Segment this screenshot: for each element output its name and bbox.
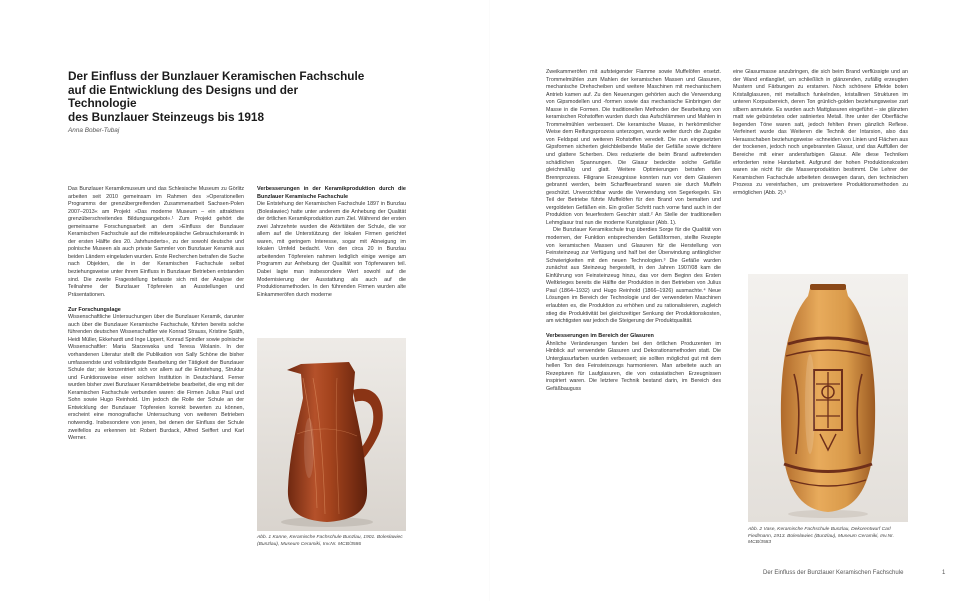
running-footer-title: Der Einfluss der Bunzlauer Keramischen Fachschule: [763, 570, 904, 576]
text-column-3: [546, 69, 721, 394]
figure-1-caption: Abb. 1 Kanne, Keramische Fachschule Bunzlau, 1901. Bolesławiec (Bunzlau), Museum Ceramiki, Inv.Nr. MCB/3586: [257, 535, 403, 547]
figure-jug-image: [257, 338, 406, 531]
glaze-techniques-paragraph: eine Glasurmasse anzubringen, die sich beim Brand verflüssigte und an der Wand entlanglief, um schließlich in glänzenden, zufällig erzeugten Mustern und Färbungen zu erstarren. Noch schönere Effekte boten Kristallglasuren, mit metallisch funkelnden, kristallinen Strukturen im unteren Korpusbereich, deren Ton grünlich-golden beziehungsweise zart silbern anmutete. Es wurden auch Mattglasuren eingeführt – sie glänzten matt wie gebürstetes oder satiniertes Metall. Ihre unter der Oberfläche liegenden Töne waren satt, jedoch fehlten ihnen gänzlich Reflexe. Verfeinert wurde das Weiteren die Technik der Intarsion, also das Herausschaben beziehungsweise -schneiden von Linien und Flächen aus der trockenen, jedoch noch ungebrannten Glasur, und das Auffüllen der Bereiche mit einer andersfarbigen Glasur. Alle diese Techniken erforderten reine Handarbeit. Aufgrund der hohen Produktionskosten waren sie nicht für die Massenproduktion bestimmt. Die Lehrer der Keramischen Fachschule arbeiteten deswegen daran, den technischen Prozess zu vereinfachen, um preiswertere Produktionsmethoden zu ermöglichen (Abb. 2).⁵: [733, 69, 908, 196]
text-column-2: [257, 186, 406, 299]
page-number: 1: [942, 570, 946, 576]
text-column-4: [733, 69, 908, 197]
production-paragraph: Zweikammeröfen mit aufsteigender Flamme sowie Muffelöfen ersetzt. Trommelmühlen zum Mahlen der keramischen Massen und Glasuren, mechanische Drehscheiben und weitere Maschinen mit mechanischem Antrieb kamen auf. Zu den Neuerungen gehörten auch die Verwendung von Gipsmodellen und -formen sowie das mechanische Einbringen der Masse in die Formen. Die traditionellen Methoden der Bearbeitung von keramischen Rohstoffen wurden durch das Aufschlämmen und Mahlen in Trommelmühlen verbessert. Die keramische Masse, in herkömmlicher Weise dem Reifungsprozess unterzogen, wurde weiter durch die Zugabe von Feldspat und weiteren Rohstoffen veredelt. Die nun eingesetzten Gipsformen sicherten gleichbleibende Maße der Gefäße sowie dichtere und glattere Scherben. Dies reduzierte die beim Brand auftretenden schädlichen Spannungen. Die Glasur bedeckte solche Gefäße gleichmäßig und glatt. Weitere Optimierungen betrafen den Brennprozess. Filigrane Erzeugnisse konnten nun vor dem Glasieren gebrannt werden, beim Scharffeuerbrand waren sie durch Muffeln geschützt. Unverzichtbar wurde die Verwendung von Segerkegeln. Ein Teil der Betriebe führte Muffelöfen für den Brand von bemalten und vergoldeten Gefäßen ein. Ein großer Schritt nach vorne fand auch in der Produktion von feuerfestem Geschirr statt.² An Stelle der traditionellen Lehmglasur trat nun die moderne Kunstglasur (Abb. 1).: [546, 69, 721, 226]
school-paragraph: Die Bunzlauer Keramikschule trug überdies Sorge für die Qualität von modernen, der Funktion entsprechenden Gefäßformen, stellte Rezepte von keramischen Massen und Glasuren für die Herstellung von Feinsteinzeug zur Verfügung und half bei der Überwindung anfänglicher Schwierigkeiten mit den neuen Technologien.³ Die Gefäße wurden zunächst aus Steinzeug hergestellt, in den Jahren 1907/08 kam die Einführung von Feinsteinzeug hinzu, das vor dem Beginn des Ersten Weltkrieges bereits die Hälfte der Produktion in den Betrieben von Julius Paul (1864–1932) und Hugo Reinhold (1866–1926) ausmachte.⁴ Neue Lösungen im Bereich der Technologie und der verwendeten Maschinen erlaubten es, die Produktion zu erhöhen und zu rationalisieren, zugleich stieg die Produktivität bei gleichzeitiger Senkung der Produktionskosten, am wichtigsten war jedoch die Steigerung der Produktqualität.: [546, 227, 721, 325]
verbesserungen-paragraph: Die Entstehung der Keramischen Fachschule 1897 in Bunzlau (Bolesławiec) hatte unter anderem die Anhebung der Qualität der örtlichen Keramikproduktion zum Ziel. Während der ersten zwei Jahrzehnte wurden die Aktivitäten der Schule, die vor allem auf die Unterstützung der lokalen Firmen gerichtet waren, mit geringem Interesse, sogar mit Abneigung im lokalen Umfeld bedacht. Von den circa 20 in Bunzlau arbeitenden Töpfereien nahmen lediglich einige wenige am Programm zur Anhebung der Qualität von Töpferwaren teil. Dabei lagte man insbesondere Wert sowohl auf die Modernisierung der Ausstattung als auch auf die Produktionsmethoden. In den führenden Firmen wurden alte Einkammeröfen durch moderne: [257, 201, 406, 298]
title-line-1: Der Einfluss der Bunzlauer Keramischen Fachschule: [68, 69, 365, 83]
forschungslage-paragraph: Wissenschaftliche Untersuchungen über die Bunzlauer Keramik, darunter auch über die Bunzlauer Keramische Fachschule, führten bereits solche führenden deutschen Wissenschaftler wie Konrad Strauss, Kristine Späth, Heidi Müller, Ekkehardt und Inge Lippert, Konrad Spindler sowie polnische Wissenschaftler: Maria Starzewska und Teresa Wolanin. In der vorhandenen Literatur stellt die Publikation von Sally Schöne die bisher umfassendste und vollständigste Bearbeitung der Tätigkeit der Bunzlauer Schule dar; sie konzentriert sich vor allem auf die Entstehung, Struktur und Funktionsweise einer solchen Institution in Deutschland. Ferner wurden bisher zwei Bunzlauer Keramikbetriebe bearbeitet, die eng mit der Keramischen Fachschule verbunden waren: die Firmen Julius Paul und Sohn sowie Hugo Reinhold. Um jedoch die Rolle der Schule an der Entwicklung der Bunzlauer Töpfereien korrekt bewerten zu können, erscheint eine monografische Untersuchung von weiteren Betrieben notwendig. Insbesondere von jenen, bei denen der Einfluss der Schule zweifellos zu erkennen ist: Robert Burdack, Alfred Seiffert und Karl Werner.: [68, 314, 244, 442]
title-line-2: auf die Entwicklung des Designs und der Technologie: [68, 82, 299, 111]
page-gutter-shadow: [489, 0, 490, 601]
intro-paragraph: Das Bunzlauer Keramikmuseum und das Schlesische Museum zu Görlitz arbeiten seit 2010 gemeinsam im Rahmen des »Operationellen Programms der grenzübergreifenden Zusammenarbeit Sachsen-Polen 2007–2013« am Projekt »Das moderne Museum – ein attraktives grenzüberschreitendes Bildungsangebot«.¹ Zum Projekt gehört die gemeinsame Forschungsarbeit an dem »Einfluss der Bunzlauer Keramischen Fachschule auf die mitteleuropäische Gebrauchskeramik in der ersten Hälfte des 20. Jahrhunderts«, zu der sowohl deutsche und polnische Museen als auch private Sammler von Bunzlauer Keramik aus beiden Ländern eingeladen wurden. Erste Recherchen betrafen die Suche nach Objekten, die in der Keramischen Fachschule selbst beziehungsweise unter ihrem Einfluss in Bunzlauer Betrieben entstanden sind. Die zweite Fragestellung befasste sich mit der Analyse der Teilnahme der Bunzlauer Töpfereien an Ausstellungen und Präsentationen.: [68, 186, 244, 298]
section-heading-verbesserungen: Verbesserungen in der Keramikproduktion durch die Bunzlauer Keramische Fachschule: [257, 186, 406, 200]
vase-illustration: [748, 274, 908, 522]
article-author: Anna Bober-Tubaj: [68, 127, 120, 134]
title-line-3: des Bunzlauer Steinzeugs bis 1918: [68, 109, 265, 124]
article-title: [68, 70, 368, 124]
glasuren-paragraph: Ähnliche Veränderungen fanden bei den örtlichen Produzenten im Hinblick auf verwendete Glasuren und Dekorationsmethoden statt. Die Unterglasurfarben wurden verbessert; sie sollten möglichst gut mit dem hellen Ton des Feinsteinzeugs harmonieren. Man arbeitete auch an Rezepturen für Laufglasuren, die von ostasiatischen Erzeugnissen inspiriert waren. Die letztere Technik bestand darin, im Bereich des Gefäßbauguss: [546, 340, 721, 392]
text-column-1: [68, 186, 244, 443]
section-heading-forschungslage: Zur Forschungslage: [68, 306, 121, 313]
figure-2-caption: Abb. 2 Vase, Keramische Fachschule Bunzlau, Dekorentwurf Carl Fiedlmann, 1913. Bolesławiec (Bunzlau), Museum Ceramiki, Inv.Nr. MCB/3583: [748, 527, 894, 546]
section-heading-glasuren: Verbesserungen im Bereich der Glasuren: [546, 333, 654, 340]
jug-illustration: [257, 338, 406, 531]
figure-vase-image: [748, 274, 908, 522]
